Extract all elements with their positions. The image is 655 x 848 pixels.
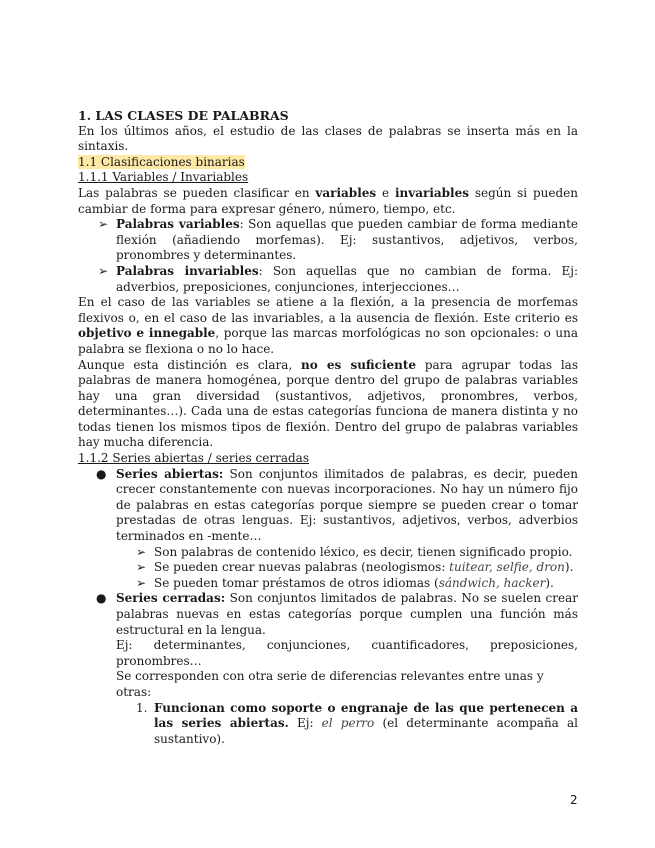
round-bullet-icon: ● [96, 591, 107, 606]
heading-1-1-1: 1.1.1 Variables / Invariables [78, 170, 249, 185]
sub-item: ➢ Se pueden tomar préstamos de otros idiomas (sándwich, hacker). [136, 575, 554, 590]
heading-1-1-2: 1.1.2 Series abiertas / series cerradas [78, 451, 309, 466]
sub-item: ➢ Son palabras de contenido léxico, es decir, tienen significado propio. [136, 544, 573, 559]
document-page [78, 108, 578, 747]
list-item-series-cerradas: ● Series cerradas: Son conjuntos limitados de palabras. No se suelen crear palabras nuevas en estas categorías porque cumplen una función más estructural en la lengua. [96, 591, 578, 637]
numbered-item-1: 1. Funcionan como soporte o engranaje de las que pertenecen a las series abiertas. Ej: el perro (el determinante acompaña al sustantivo). [136, 700, 579, 746]
arrow-bullet-icon: ➢ [136, 560, 147, 575]
series-cerradas-relation: Se corresponden con otra serie de diferencias relevantes entre unas y otras: [116, 669, 544, 699]
list-item-variables: ➢ Palabras variables: Son aquellas que pueden cambiar de forma mediante flexión (añadiendo morfemas). Ej: sustantivos, adjetivos, verbos, pronombres y determinantes. [98, 217, 578, 263]
paragraph-criterio: En el caso de las variables se atiene a la flexión, a la presencia de morfemas flexivos o, en el caso de las invariables, a la ausencia de flexión. Este criterio es objetivo e innegable, porque las marcas morfológicas no son opcionales: o una palabra se flexiona o no lo hace. [78, 295, 578, 356]
round-bullet-icon: ● [96, 466, 107, 481]
list-item-invariables: ➢ Palabras invariables: Son aquellas que no cambian de forma. Ej: adverbios, preposiciones, conjunciones, interjecciones… [98, 263, 578, 294]
list-item-series-abiertas: ● Series abiertas: Son conjuntos ilimitados de palabras, es decir, pueden crecer constantemente con nuevas incorporaciones. No hay un número fijo de palabras en estas categorías porque siempre se pueden crear o tomar prestadas de otras lenguas. Ej: sustantivos, adjetivos, verbos, adverbios terminados en -mente… [96, 466, 578, 544]
arrow-bullet-icon: ➢ [136, 575, 147, 590]
arrow-bullet-icon: ➢ [98, 217, 109, 232]
intro-paragraph: En los últimos años, el estudio de las clases de palabras se inserta más en la sintaxis. [78, 123, 578, 154]
heading-1-1: 1.1 Clasificaciones binarias [78, 154, 245, 169]
arrow-bullet-icon: ➢ [98, 263, 109, 278]
page-number: 2 [570, 793, 578, 807]
series-cerradas-examples: Ej: determinantes, conjunciones, cuantificadores, preposiciones, pronombres… [116, 638, 578, 668]
paragraph-distincion: Aunque esta distinción es clara, no es suficiente para agrupar todas las palabras de manera homogénea, porque dentro del grupo de palabras variables hay una gran diversidad (sustantivos, adjetivos, pronombres, verbos, determinantes…). Cada una de estas categorías funciona de manera distinta y no todas tienen los mismos tipos de flexión. Dentro del grupo de palabras variables hay mucha diferencia. [78, 357, 578, 450]
section-title: 1. LAS CLASES DE PALABRAS [78, 108, 289, 123]
sub-item: ➢ Se pueden crear nuevas palabras (neologismos: tuitear, selfie, dron). [136, 560, 574, 575]
item-number: 1. [136, 700, 148, 715]
paragraph-variables: Las palabras se pueden clasificar en variables e invariables según si pueden cambiar de forma para expresar género, número, tiempo, etc. [78, 185, 578, 216]
arrow-bullet-icon: ➢ [136, 544, 147, 559]
